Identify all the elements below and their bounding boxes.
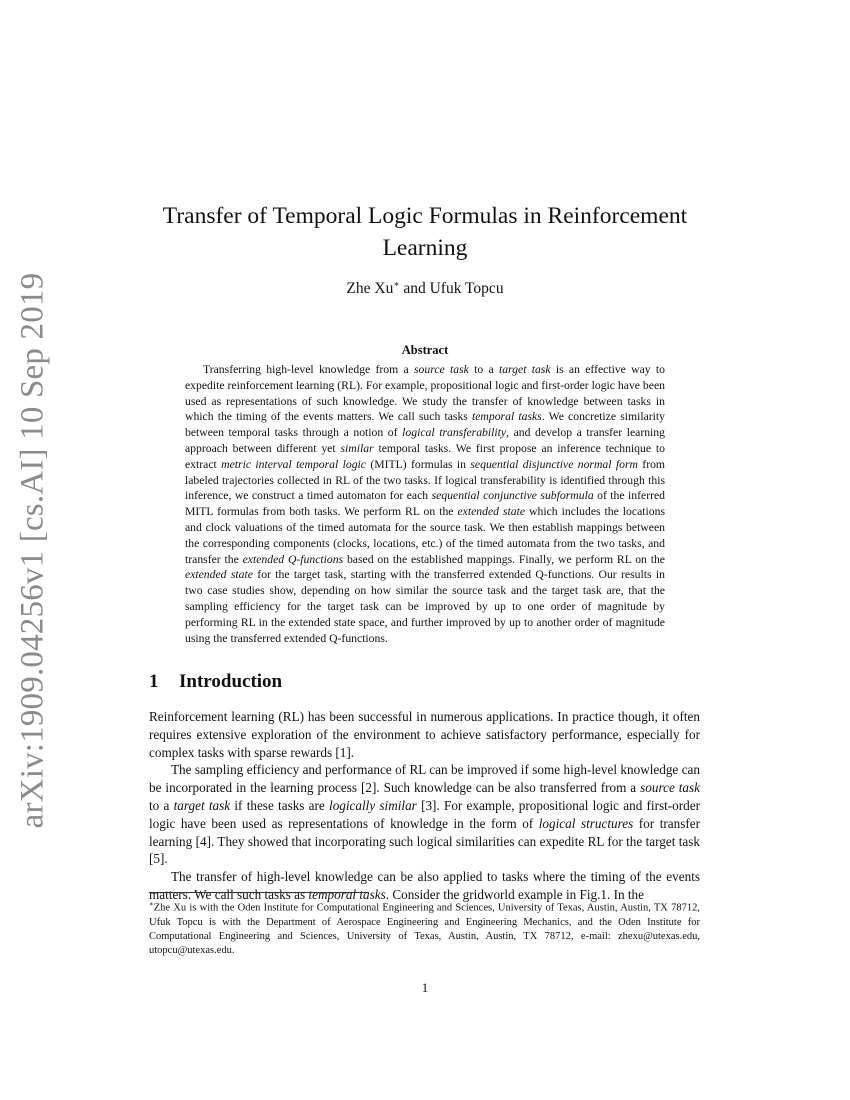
- intro-emphasis: temporal tasks: [308, 886, 386, 902]
- section-number: 1: [149, 671, 159, 692]
- intro-text: if these tasks are: [230, 797, 330, 813]
- abstract-text: Transferring high-level knowledge from a: [203, 363, 414, 376]
- intro-paragraph-2: [149, 761, 700, 868]
- abstract-text: which includes the locations and clock valuations of the timed automata for the source task. We then establish mappings between the corresponding components (clocks, locations, etc.) of the timed automata from the two tasks, and transfer the: [185, 505, 665, 566]
- intro-text: for transfer learning [4]. They showed that incorporating such logical similarities can expedite RL for the target task [5].: [149, 815, 700, 867]
- section-title: Introduction: [179, 671, 283, 692]
- author-line: [150, 279, 700, 298]
- page-number: 1: [421, 980, 429, 995]
- abstract-text: is an effective way to expedite reinforcement learning (RL). For example, propositional logic and first-order logic have been used as representations of such knowledge. We study the transfer of knowledge between tasks in which the timing of the events matters. We call such tasks: [185, 363, 665, 424]
- intro-emphasis: target task: [173, 797, 231, 813]
- abstract-text: of the inferred MITL formulas from both tasks. We perform RL on the: [185, 489, 666, 519]
- abstract-emphasis: sequential conjunctive subformula: [431, 489, 594, 503]
- abstract-text: , and develop a transfer learning approach between different yet: [185, 426, 665, 455]
- abstract-emphasis: sequential disjunctive normal form: [470, 457, 638, 471]
- abstract-emphasis: source task: [413, 363, 469, 376]
- abstract-emphasis: similar: [340, 441, 374, 455]
- abstract-emphasis: metric interval temporal logic: [221, 457, 366, 471]
- intro-text: [3]. For example, propositional logic and first-order logic have been used as representations of knowledge in the form of: [149, 797, 700, 831]
- author-rest: and Ufuk Topcu: [399, 280, 504, 298]
- footnote-divider: [149, 892, 369, 893]
- abstract-emphasis: extended state: [185, 568, 253, 582]
- intro-emphasis: source task: [640, 780, 700, 796]
- paper-title: Transfer of Temporal Logic Formulas in Reinforcement Learning: [162, 203, 688, 261]
- abstract-text: for the target task, starting with the transferred extended Q-functions. Our results in two case studies show, depending on how similar the source task and the target task are, that the sampling efficiency for the target task can be improved by up to one order of magnitude by performing RL in the extended state space, and further improved by up to another order of magnitude using the transferred extended Q-functions.: [185, 568, 665, 645]
- intro-paragraph-1: Reinforcement learning (RL) has been successful in numerous applications. In practice though, it often requires extensive exploration of the environment to achieve satisfactory performance, especially for complex tasks with sparse rewards [1].: [149, 709, 700, 760]
- introduction-body: [149, 708, 700, 904]
- abstract-text: temporal tasks. We first propose an inference technique to extract: [185, 441, 665, 471]
- abstract-text: (MITL) formulas in: [365, 457, 471, 471]
- abstract-emphasis: extended Q-functions: [242, 552, 344, 566]
- author-footnote-mark[interactable]: ∗: [393, 279, 400, 289]
- footnote-text: Zhe Xu is with the Oden Institute for Computational Engineering and Sciences, University of Texas, Austin, Austin, TX 78712, Ufuk Topcu is with the Department of Aerospace Engineering and Engineering Mechanics, and the Oden Institute for Computational Engineering and Sciences, University of Texas, Austin, Austin, TX 78712, e-mail: zhexu@utexas.edu, utopcu@utexas.edu.: [149, 902, 700, 957]
- abstract-text: from labeled trajectories collected in RL of the two tasks. If logical transferability is identified through this inference, we construct a timed automaton for each: [185, 457, 666, 503]
- intro-text: The transfer of high-level knowledge can be also applied to tasks where the timing of the events matters. We call such tasks as: [149, 869, 700, 902]
- abstract-emphasis: logical transferability: [402, 426, 507, 440]
- footnote-mark: ∗: [149, 900, 154, 908]
- arxiv-identifier-stamp: [4, 272, 62, 828]
- abstract-text: to a: [468, 363, 499, 376]
- footnote: [149, 897, 700, 959]
- abstract-body: [185, 362, 665, 646]
- intro-emphasis: logically similar: [329, 797, 417, 813]
- abstract-emphasis: target task: [498, 363, 551, 376]
- abstract-text: based on the established mappings. Finally, we perform RL on the: [343, 552, 665, 566]
- abstract-heading: Abstract: [401, 343, 449, 357]
- intro-text: The sampling efficiency and performance of RL can be improved if some high-level knowledge can be incorporated in the learning process [2]. Such knowledge can be also transferred from a: [149, 762, 700, 796]
- abstract-emphasis: temporal tasks: [472, 410, 542, 424]
- author-first: Zhe Xu: [346, 280, 394, 298]
- abstract-emphasis: extended state: [457, 505, 526, 519]
- arxiv-identifier-text: arXiv:1909.04256v1 [cs.AI] 10 Sep 2019: [14, 272, 51, 828]
- abstract-text: . We concretize similarity between temporal tasks through a notion of: [185, 410, 665, 440]
- intro-text: to a: [149, 797, 174, 813]
- intro-text: . Consider the gridworld example in Fig.1. In the: [385, 886, 644, 902]
- intro-emphasis: logical structures: [538, 815, 634, 831]
- section-heading-introduction: [149, 671, 282, 693]
